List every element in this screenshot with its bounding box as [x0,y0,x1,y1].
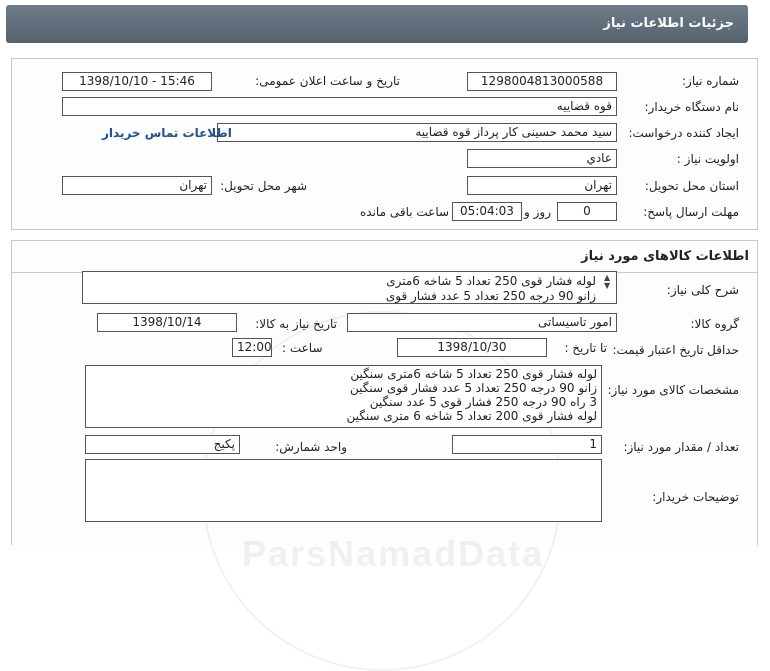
specs-line: لوله فشار قوی 200 تعداد 5 شاخه 6 متری سنگین [346,409,597,423]
goods-info-panel [11,240,758,574]
days-field[interactable]: 0 [557,202,617,221]
province-field[interactable]: تهران [467,176,617,195]
specs-line: 3 راه 90 درجه 250 فشار قوی 5 عدد سنگین [369,395,597,409]
min-validity-label: حداقل تاریخ اعتبار قیمت: [612,343,739,357]
unit-label: واحد شمارش: [275,440,347,454]
watermark-text: ParsNamadData [242,533,545,574]
specs-line: زانو 90 درجه 250 تعداد 5 عدد فشار قوی سنگین [349,381,597,395]
remaining-label: ساعت باقی مانده [360,205,450,219]
specs-line: لوله فشار قوی 250 تعداد 5 شاخه 6متری سنگین [350,367,597,381]
hour-label: ساعت : [282,341,323,355]
summary-line: زانو 90 درجه 250 تعداد 5 عدد فشار قوی [385,289,596,303]
hour-field[interactable]: 12:00 [232,338,272,357]
buyer-label: نام دستگاه خریدار: [644,100,739,114]
specs-textarea[interactable] [85,365,602,428]
page-title-bar [6,5,748,43]
priority-field[interactable]: عادي [467,149,617,168]
creator-field[interactable]: سید محمد حسینی کار پرداز قوه قضاییه [217,123,617,142]
page-title: جزئیات اطلاعات نیاز [603,16,734,31]
goods-section-title: اطلاعات کالاهای مورد نیاز [581,249,749,264]
scroll-arrows-icon[interactable]: ▲ ▼ [604,273,611,290]
summary-textarea[interactable] [82,271,617,304]
announce-datetime-field[interactable]: 1398/10/10 - 15:46 [62,72,212,91]
buyer-field[interactable]: قوه قضاییه [62,97,617,116]
need-number-label: شماره نیاز: [682,74,739,88]
days-label: روز و [524,205,551,219]
city-label: شهر محل تحویل: [220,179,307,193]
until-date-label: تا تاریخ : [564,341,607,355]
specs-label: مشخصات کالای مورد نیاز: [607,383,739,397]
need-date-label: تاریخ نیاز به کالا: [255,317,337,331]
time-remaining-field[interactable]: 05:04:03 [452,202,522,221]
buyer-notes-textarea[interactable] [85,459,602,522]
summary-line: لوله فشار قوی 250 تعداد 5 شاخه 6متری [386,274,596,288]
buyer-notes-label: توضیحات خریدار: [652,490,739,504]
until-date-field[interactable]: 1398/10/30 [397,338,547,357]
deadline-label: مهلت ارسال پاسخ: [643,205,739,219]
group-field[interactable]: امور تاسیساتی [347,313,617,332]
creator-label: ایجاد کننده درخواست: [628,126,739,140]
priority-label: اولویت نیاز : [676,152,739,166]
unit-field[interactable]: پکیج [85,435,240,454]
summary-label: شرح کلی نیاز: [666,283,739,297]
need-number-field[interactable]: 1298004813000588 [467,72,617,91]
qty-label: تعداد / مقدار مورد نیاز: [623,440,739,454]
need-info-panel [11,58,758,230]
qty-field[interactable]: 1 [452,435,602,454]
need-date-field[interactable]: 1398/10/14 [97,313,237,332]
province-label: استان محل تحویل: [644,179,739,193]
announce-label: تاریخ و ساعت اعلان عمومی: [255,74,400,88]
group-label: گروه کالا: [690,317,739,331]
city-field[interactable]: تهران [62,176,212,195]
buyer-contact-link[interactable]: اطلاعات تماس خریدار [102,126,232,140]
